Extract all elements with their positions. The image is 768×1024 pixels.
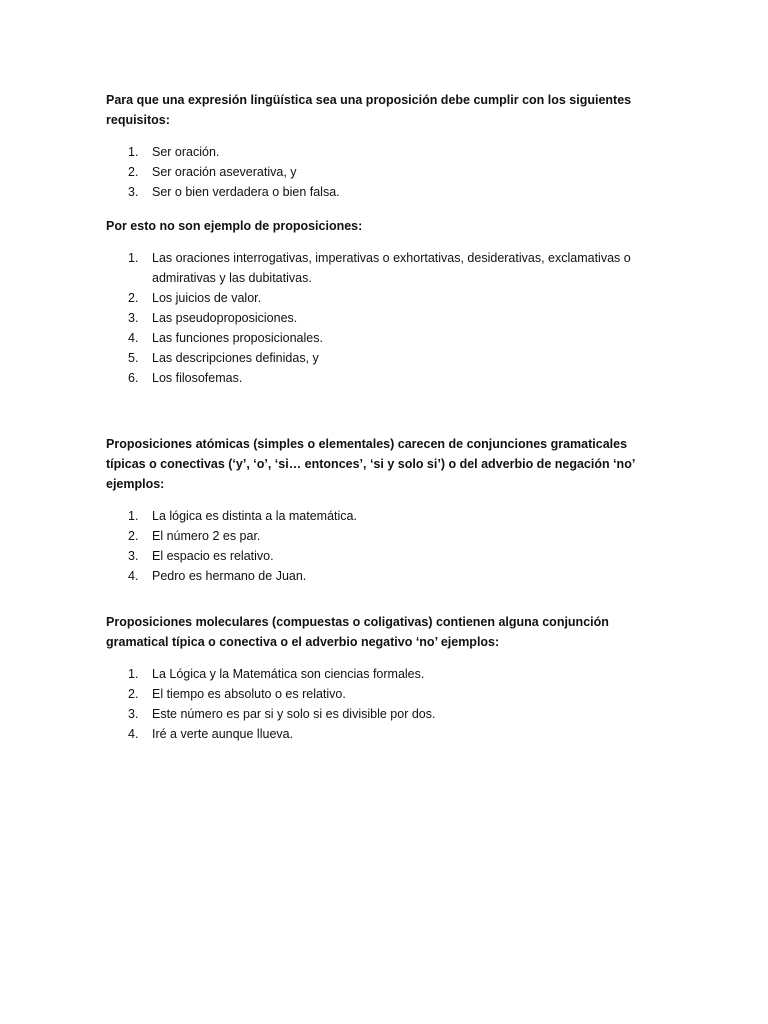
list-item — [106, 506, 666, 526]
list-number: 4. — [128, 331, 139, 345]
list-text: Las oraciones interrogativas, imperativas o exhortativas, desiderativas, exclamativas o admirativas y las dubitativas. — [152, 251, 631, 285]
list-number: 6. — [128, 371, 139, 385]
list-text: El número 2 es par. — [152, 529, 261, 543]
list-text: El tiempo es absoluto o es relativo. — [152, 687, 346, 701]
list-text: Las pseudoproposiciones. — [152, 311, 298, 325]
list-text: Las funciones proposicionales. — [152, 331, 323, 345]
list-number: 3. — [128, 311, 139, 325]
list-text: Ser oración aseverativa, y — [152, 165, 297, 179]
list-text: Pedro es hermano de Juan. — [152, 569, 307, 583]
moleculares-list — [106, 664, 666, 744]
list-number: 3. — [128, 185, 139, 199]
list-text: Los juicios de valor. — [152, 291, 262, 305]
section-heading: Para que una expresión lingüística sea una proposición debe cumplir con los siguientes requisitos: — [106, 93, 632, 127]
list-item — [106, 664, 666, 684]
list-number: 2. — [128, 687, 139, 701]
list-text: Iré a verte aunque llueva. — [152, 727, 294, 741]
list-number: 2. — [128, 165, 139, 179]
list-number: 1. — [128, 667, 139, 681]
list-number: 1. — [128, 145, 139, 159]
requisitos-list — [106, 142, 666, 202]
list-item — [106, 288, 666, 308]
list-item — [106, 162, 666, 182]
list-text: Las descripciones definidas, y — [152, 351, 319, 365]
list-item — [106, 182, 666, 202]
list-item — [106, 328, 666, 348]
list-number: 4. — [128, 569, 139, 583]
list-item — [106, 348, 666, 368]
list-item — [106, 526, 666, 546]
list-number: 4. — [128, 727, 139, 741]
list-number: 1. — [128, 509, 139, 523]
list-item — [106, 546, 666, 566]
list-item — [106, 684, 666, 704]
list-number: 3. — [128, 707, 139, 721]
no-proposiciones-list — [106, 248, 666, 388]
section-atomicas — [106, 434, 666, 586]
list-item — [106, 368, 666, 388]
list-item — [106, 308, 666, 328]
list-text: Los filosofemas. — [152, 371, 243, 385]
section-requisitos — [106, 90, 666, 202]
list-text: Ser oración. — [152, 145, 220, 159]
section-moleculares — [106, 612, 666, 744]
list-number: 2. — [128, 291, 139, 305]
list-text: Ser o bien verdadera o bien falsa. — [152, 185, 340, 199]
list-item — [106, 724, 666, 744]
list-number: 5. — [128, 351, 139, 365]
list-text: La lógica es distinta a la matemática. — [152, 509, 357, 523]
list-text: El espacio es relativo. — [152, 549, 274, 563]
list-number: 2. — [128, 529, 139, 543]
section-heading: Proposiciones moleculares (compuestas o coligativas) contienen alguna conjunción gramatical típica o conectiva o el adverbio negativo ‘no’ ejemplos: — [106, 615, 609, 649]
section-no-proposiciones — [106, 216, 666, 388]
list-text: Este número es par si y solo si es divisible por dos. — [152, 707, 436, 721]
list-number: 1. — [128, 251, 139, 265]
list-text: La Lógica y la Matemática son ciencias formales. — [152, 667, 425, 681]
list-number: 3. — [128, 549, 139, 563]
list-item — [106, 248, 666, 288]
atomicas-list — [106, 506, 666, 586]
section-heading: Por esto no son ejemplo de proposiciones: — [106, 219, 363, 233]
list-item — [106, 566, 666, 586]
list-item — [106, 142, 666, 162]
section-heading: Proposiciones atómicas (simples o elementales) carecen de conjunciones gramaticales típicas o conectivas (‘y’, ‘o’, ‘si… entonces’, ‘si y solo si’) o del adverbio de negación ‘no’ ejemplos: — [106, 437, 635, 491]
list-item — [106, 704, 666, 724]
